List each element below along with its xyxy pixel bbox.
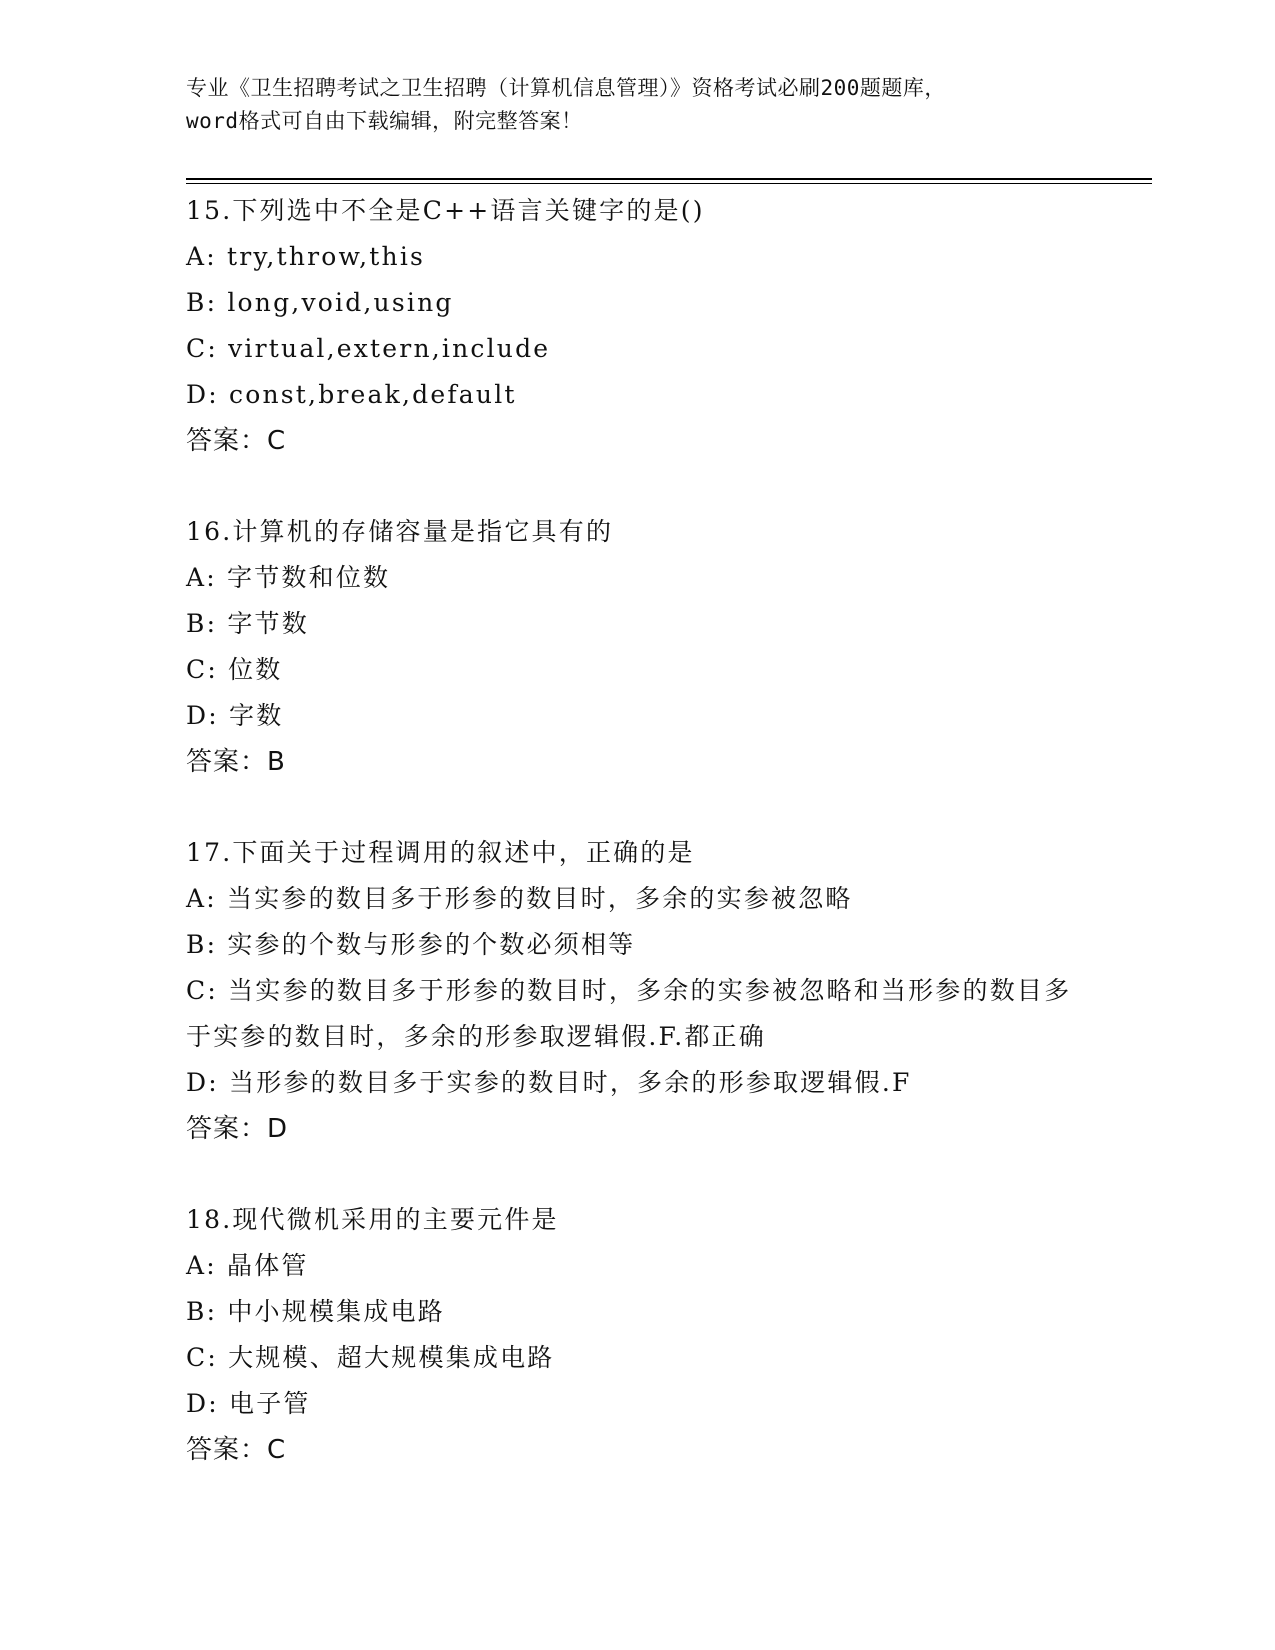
option-c: C: virtual,extern,include — [186, 334, 551, 363]
document-header — [186, 72, 1086, 138]
option-b: B: long,void,using — [186, 288, 454, 317]
answer-text: 答案：C — [186, 1435, 287, 1465]
option-d: D: 字数 — [186, 701, 284, 730]
option-c: C: 位数 — [186, 655, 283, 684]
question-block-18 — [186, 1197, 1146, 1473]
option-b: B: 字节数 — [186, 609, 309, 638]
question-text: 16.计算机的存储容量是指它具有的 — [186, 517, 614, 546]
header-line-1: 专业《卫生招聘考试之卫生招聘（计算机信息管理）》资格考试必刷200题题库， — [186, 76, 946, 100]
answer-text: 答案：D — [186, 1114, 289, 1144]
option-a: A: 晶体管 — [186, 1251, 309, 1280]
option-d: D: 当形参的数目多于实参的数目时，多余的形参取逻辑假.F — [186, 1068, 912, 1097]
option-a: A: 当实参的数目多于形参的数目时，多余的实参被忽略 — [186, 884, 853, 913]
question-text: 17.下面关于过程调用的叙述中，正确的是 — [186, 838, 695, 867]
option-a: A: 字节数和位数 — [186, 563, 391, 592]
question-block-15 — [186, 188, 1146, 464]
option-b: B: 中小规模集成电路 — [186, 1297, 445, 1326]
header-divider-thin — [186, 183, 1152, 184]
header-line-2: word格式可自由下载编辑，附完整答案！ — [186, 109, 583, 133]
answer-text: 答案：C — [186, 426, 287, 456]
question-text: 18.现代微机采用的主要元件是 — [186, 1205, 559, 1234]
option-d: D: const,break,default — [186, 380, 517, 409]
question-list — [186, 188, 1146, 1518]
option-d: D: 电子管 — [186, 1389, 311, 1418]
option-b: B: 实参的个数与形参的个数必须相等 — [186, 930, 636, 959]
option-a: A: try,throw,this — [186, 242, 426, 271]
question-block-17 — [186, 830, 1146, 1152]
question-block-16 — [186, 509, 1146, 785]
question-text: 15.下列选中不全是C++语言关键字的是() — [186, 196, 705, 225]
option-c: C: 大规模、超大规模集成电路 — [186, 1343, 555, 1372]
answer-text: 答案：B — [186, 747, 286, 777]
option-c: C: 当实参的数目多于形参的数目时，多余的实参被忽略和当形参的数目多于实参的数目时，多余的形参取逻辑假.F.都正确 — [186, 976, 1072, 1051]
header-divider-thick — [186, 178, 1152, 180]
